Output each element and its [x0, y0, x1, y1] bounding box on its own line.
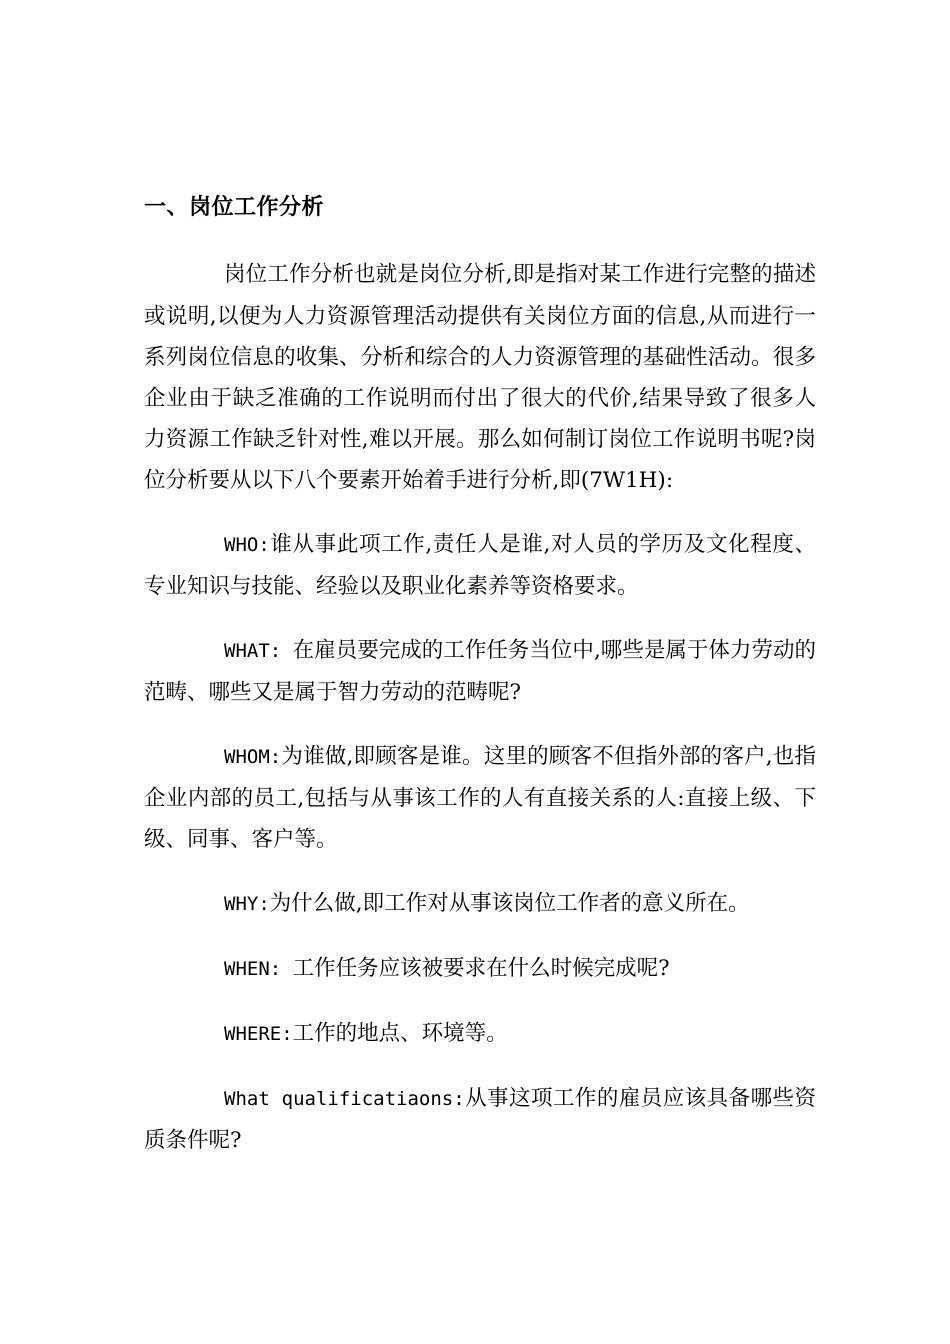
- paragraph-who: [144, 524, 816, 607]
- paragraph-when: [144, 948, 816, 990]
- paragraph-text: 岗位工作分析也就是岗位分析,即是指对某工作进行完整的描述或说明,以便为人力资源管理活动提供有关岗位方面的信息,从而进行一系列岗位信息的收集、分析和综合的人力资源管理的基础性活动。很多企业由于缺乏准确的工作说明而付出了很大的代价,结果导致了很多人力资源工作缺乏针对性,难以开展。那么如何制订岗位工作说明书呢?岗位分析要从以下八个要素开始着手进行分析,即(7W1H):: [144, 262, 816, 493]
- paragraph-lead: WHO:: [224, 534, 270, 556]
- paragraph-text: 为谁做,即顾客是谁。这里的顾客不但指外部的客户,也指企业内部的员工,包括与从事该工作的人有直接关系的人:直接上级、下级、同事、客户等。: [144, 744, 816, 852]
- paragraph-lead: What qualificatiaons:: [224, 1088, 465, 1110]
- paragraph-text: 在雇员要完成的工作任务当位中,哪些是属于体力劳动的范畴、哪些又是属于智力劳动的范畴呢?: [144, 638, 816, 705]
- paragraph-intro: [144, 254, 816, 501]
- paragraph-lead: WHERE:: [224, 1023, 293, 1045]
- paragraph-where: [144, 1013, 816, 1055]
- paragraph-lead: WHEN:: [224, 958, 293, 980]
- paragraph-text: 工作的地点、环境等。: [292, 1021, 508, 1046]
- paragraph-why: [144, 883, 816, 925]
- paragraph-qualifications: [144, 1078, 816, 1161]
- section-heading: 一、岗位工作分析: [144, 195, 325, 220]
- paragraph-what: [144, 630, 816, 713]
- paragraph-text: 从事这项工作的雇员应该具备哪些资质条件呢?: [144, 1086, 816, 1153]
- paragraph-whom: [144, 736, 816, 860]
- paragraph-text: 谁从事此项工作,责任人是谁,对人员的学历及文化程度、专业知识与技能、经验以及职业化素养等资格要求。: [144, 532, 816, 599]
- document-body: [144, 188, 816, 1184]
- paragraph-lead: WHY:: [224, 893, 270, 915]
- paragraph-text: 工作任务应该被要求在什么时候完成呢?: [292, 956, 670, 981]
- paragraph-lead: WHOM:: [224, 746, 282, 768]
- paragraph-lead: WHAT:: [224, 640, 293, 662]
- paragraph-text: 为什么做,即工作对从事该岗位工作者的意义所在。: [269, 891, 750, 916]
